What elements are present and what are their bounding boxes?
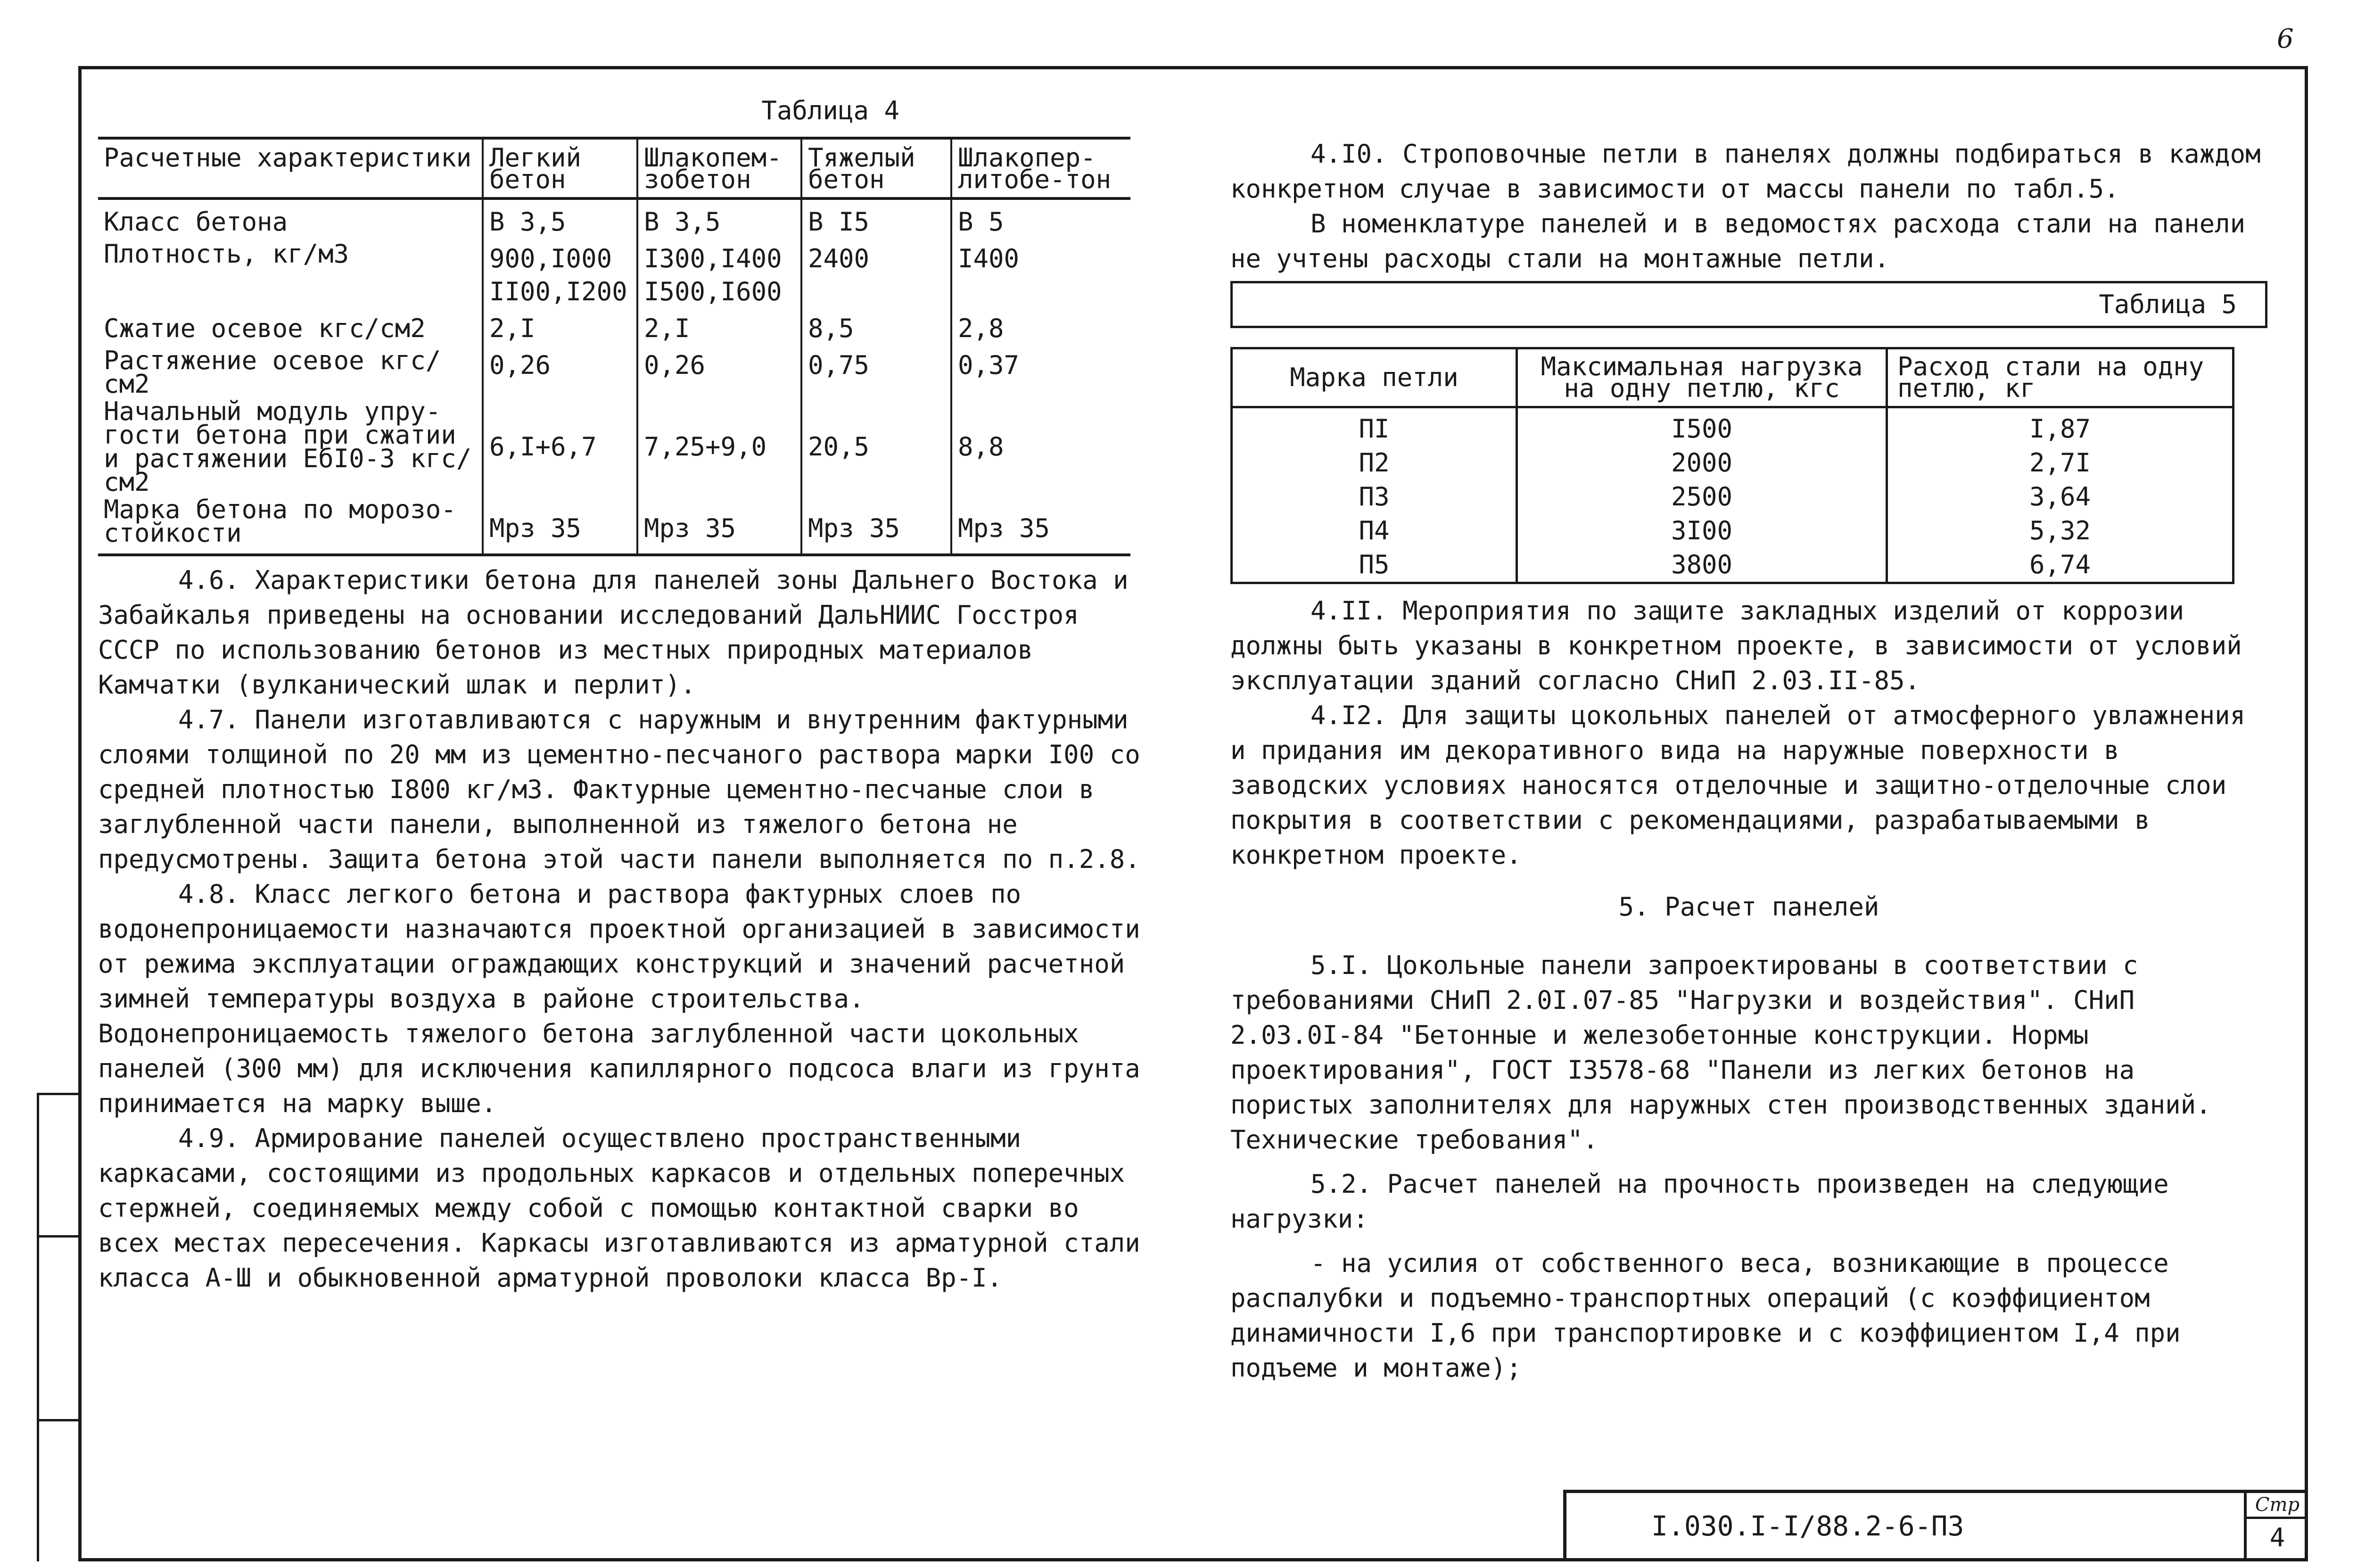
- margin-tick: [37, 1235, 79, 1238]
- table4-cell: Мрз 35: [951, 496, 1130, 555]
- table5-header: Максимальная нагрузка на одну петлю, кгс: [1517, 348, 1887, 407]
- table5-cell: 3,64: [1887, 480, 2233, 514]
- paragraph-4-11: 4.II. Мероприятия по защите закладных изделий от коррозии должны быть указаны в конкретном проекте, в зависимости от условий эксплуатации зданий согласно СНиП 2.03.II-85.: [1230, 596, 2242, 695]
- table4-cell: 0,75: [801, 347, 951, 398]
- table5-cell: 2,7I: [1887, 446, 2233, 480]
- table4-cell: Начальный модуль упру-гости бетона при сжатии и растяжении ЕбI0-3 кгс/см2: [104, 396, 472, 497]
- table4-cell: 2,8: [951, 310, 1130, 347]
- paragraph-4-10: 4.I0. Строповочные петли в панелях должны подбираться в каждом конкретном случае в зависимости от массы панели по табл.5.: [1230, 139, 2261, 204]
- table4-cell: I400: [951, 240, 1130, 310]
- table4-title: Таблица 4: [761, 96, 899, 125]
- table-row: [98, 240, 1130, 310]
- paragraph-4-6: 4.6. Характеристики бетона для панелей зоны Дальнего Востока и Забайкалья приведены на основании исследований ДальНИИС Госстроя СССР по использованию бетонов из местных природных материалов Камчатки (вулканический шлак и перлит).: [98, 565, 1129, 700]
- table4-cell: В 5: [951, 198, 1130, 240]
- page-number-cell: [2244, 1493, 2308, 1561]
- table5-title: Таблица 5: [1230, 281, 2267, 328]
- table4-cell: Мрз 35: [801, 496, 951, 555]
- left-column: [98, 85, 1154, 1296]
- margin-tick: [37, 1093, 79, 1095]
- table4-cell: Сжатие осевое кгс/см2: [104, 314, 426, 343]
- table5-header: Расход стали на одну петлю, кг: [1887, 348, 2233, 407]
- sheet-number: 6: [2277, 24, 2294, 54]
- table-row: [1232, 446, 2233, 480]
- table4-cell: В I5: [801, 198, 951, 240]
- table-row: [98, 398, 1130, 496]
- paragraph-5-2-item: - на усилия от собственного веса, возникающие в процессе распалубки и подъемно-транспортных операций (с коэффициентом динамичности I,6 при транспортировке и с коэффициентом I,4 при подъеме и монтаже);: [1230, 1248, 2181, 1383]
- table5-header: Марка петли: [1232, 348, 1517, 407]
- table4-header: Шлакопем-зобетон: [637, 138, 801, 198]
- table4-cell: 2,I: [637, 310, 801, 347]
- table4-cell: В 3,5: [637, 198, 801, 240]
- table5-header-row: [1232, 348, 2233, 407]
- table-row: [1232, 480, 2233, 514]
- table5-cell: 2000: [1517, 446, 1887, 480]
- table-row: [1232, 548, 2233, 583]
- table5-cell: 3I00: [1517, 514, 1887, 548]
- table4-cell: Мрз 35: [483, 496, 637, 555]
- table5-cell: ПI: [1232, 407, 1517, 446]
- table5-cell: I500: [1517, 407, 1887, 446]
- table5-cell: П5: [1232, 548, 1517, 583]
- paragraph-4-8: 4.8. Класс легкого бетона и раствора фактурных слоев по водонепроницаемости назначаются проектной организацией в зависимости от режима эксплуатации ограждающих конструкций и значений расчетной зимней температуры воздуха в районе строительства. Водонепроницаемость тяжелого бетона заглубленной части цокольных панелей (300 мм) для исключения капиллярного подсоса влаги из грунта принимается на марку выше.: [98, 879, 1140, 1118]
- table4-cell: 6,I+6,7: [483, 398, 637, 496]
- paragraph-5-2: 5.2. Расчет панелей на прочность произведен на следующие нагрузки:: [1230, 1169, 2169, 1234]
- table-row: [98, 347, 1130, 398]
- title-stamp: [1563, 1490, 2308, 1561]
- paragraph-4-10-note: В номенклатуре панелей и в ведомостях расхода стали на панели не учтены расходы стали на монтажные петли.: [1230, 209, 2246, 273]
- margin-binding-line: [37, 1093, 39, 1561]
- page-number: 4: [2269, 1523, 2285, 1552]
- table5-cell: П4: [1232, 514, 1517, 548]
- table4-cell: 0,26: [483, 347, 637, 398]
- table4-cell: 2400: [801, 240, 951, 310]
- table4-cell: Марка бетона по морозо-стойкости: [104, 495, 456, 548]
- table4-header: Расчетные характеристики: [98, 138, 483, 198]
- paragraph-4-12: 4.I2. Для защиты цокольных панелей от атмосферного увлажнения и придания им декоративного вида на наружные поверхности в заводских условиях наносятся отделочные и защитно-отделочные слои покрытия в соответствии с рекомендациями, разрабатываемыми в конкретном проекте.: [1230, 701, 2246, 870]
- table4: [98, 137, 1130, 556]
- table4-header: Тяжелый бетон: [801, 138, 951, 198]
- table4-cell: 2,I: [483, 310, 637, 347]
- table4-cell: 8,5: [801, 310, 951, 347]
- table4-cell: Плотность, кг/м3: [104, 239, 349, 269]
- table-row: [98, 198, 1130, 240]
- document-code: I.030.I-I/88.2-6-ПЗ: [1651, 1510, 1964, 1542]
- table4-cell: 20,5: [801, 398, 951, 496]
- table-row: [98, 496, 1130, 555]
- table4-cell: Класс бетона: [104, 207, 288, 237]
- right-column: [1230, 137, 2267, 1386]
- paragraph-5-1: 5.I. Цокольные панели запроектированы в соответствии с требованиями СНиП 2.0I.07-85 "Нагрузки и воздействия". СНиП 2.03.0I-84 "Бетонные и железобетонные конструкции. Нормы проектирования", ГОСТ I3578-68 "Панели из легких бетонов на пористых заполнителях для наружных стен производственных зданий. Технические требования".: [1230, 950, 2211, 1155]
- table-row: [1232, 514, 2233, 548]
- table4-header: Легкий бетон: [483, 138, 637, 198]
- table5-cell: П2: [1232, 446, 1517, 480]
- table4-cell: Растяжение осевое кгс/см2: [104, 346, 441, 399]
- table5-cell: П3: [1232, 480, 1517, 514]
- table4-cell: 0,37: [951, 347, 1130, 398]
- table4-header-row: [98, 138, 1130, 198]
- table5-cell: 6,74: [1887, 548, 2233, 583]
- table4-cell: В 3,5: [483, 198, 637, 240]
- section-heading: 5. Расчет панелей: [1618, 892, 1879, 922]
- table5-cell: I,87: [1887, 407, 2233, 446]
- table5-cell: 3800: [1517, 548, 1887, 583]
- paragraph-4-9: 4.9. Армирование панелей осуществлено пространственными каркасами, состоящими из продольных каркасов и отдельных поперечных стержней, соединяемых между собой с помощью контактной сварки во всех местах пересечения. Каркасы изготавливаются из арматурной стали класса А-Ш и обыкновенной арматурной проволоки класса Вр-I.: [98, 1123, 1140, 1293]
- page-label: Стр: [2247, 1493, 2308, 1519]
- table4-cell: 900,I000 II00,I200: [483, 240, 637, 310]
- table5-cell: 5,32: [1887, 514, 2233, 548]
- paragraph-4-7: 4.7. Панели изготавливаются с наружным и внутренним фактурными слоями толщиной по 20 мм из цементно-песчаного раствора марки I00 со средней плотностью I800 кг/м3. Фактурные цементно-песчаные слои в заглубленной части панели, выполненной из тяжелого бетона не предусмотрены. Защита бетона этой части панели выполняется по п.2.8.: [98, 705, 1140, 874]
- table-row: [1232, 407, 2233, 446]
- table4-cell: 8,8: [951, 398, 1130, 496]
- table5: [1230, 347, 2234, 584]
- table4-cell: 0,26: [637, 347, 801, 398]
- table-row: [98, 310, 1130, 347]
- table5-cell: 2500: [1517, 480, 1887, 514]
- table4-cell: Мрз 35: [637, 496, 801, 555]
- table4-header: Шлакопер-литобе-тон: [951, 138, 1130, 198]
- table4-cell: I300,I400 I500,I600: [637, 240, 801, 310]
- table4-cell: 7,25+9,0: [637, 398, 801, 496]
- margin-tick: [37, 1419, 79, 1421]
